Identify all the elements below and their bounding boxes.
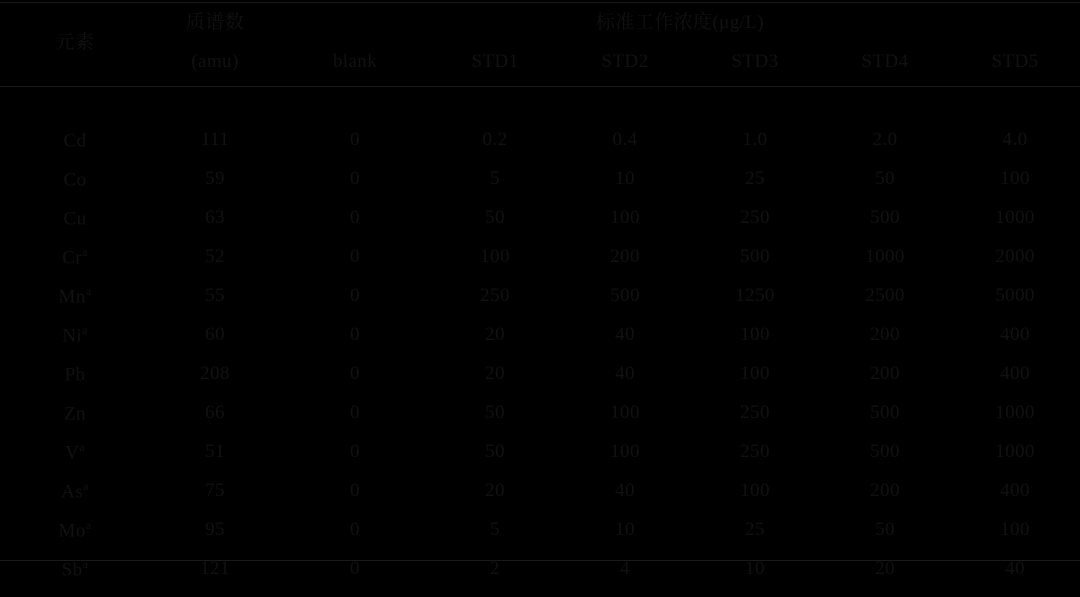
cell-std5: 1000 bbox=[995, 441, 1035, 463]
element-sup: a bbox=[85, 283, 92, 298]
element-symbol: Ni bbox=[62, 325, 83, 347]
header-gap-row bbox=[0, 82, 1080, 121]
cell-std2: 40 bbox=[615, 480, 635, 502]
cell-blank: 0 bbox=[350, 441, 360, 463]
cell-std2: 4 bbox=[620, 558, 630, 580]
element-symbol: As bbox=[61, 481, 84, 503]
cell-blank: 0 bbox=[350, 168, 360, 190]
cell-std5: 40 bbox=[1005, 558, 1025, 580]
cell-std2: 100 bbox=[610, 207, 640, 229]
cell-mass: 121 bbox=[200, 558, 230, 580]
cell-blank: 0 bbox=[350, 207, 360, 229]
cell-std1: 0.2 bbox=[482, 129, 508, 151]
header-blank: blank bbox=[332, 51, 378, 73]
cell-std4: 500 bbox=[870, 441, 900, 463]
cell-mass: 55 bbox=[205, 285, 225, 307]
element-symbol: Cd bbox=[63, 130, 87, 152]
element-sup: a bbox=[83, 478, 89, 493]
element-symbol: Mo bbox=[58, 520, 86, 542]
cell-std1: 20 bbox=[485, 480, 505, 502]
element-sup: a bbox=[82, 244, 88, 259]
cell-mass: 63 bbox=[205, 207, 225, 229]
cell-std2: 0.4 bbox=[612, 129, 638, 151]
element-sup: a bbox=[82, 322, 88, 337]
cell-element bbox=[0, 394, 150, 433]
cell-std4: 1000 bbox=[865, 246, 905, 268]
cell-element bbox=[0, 199, 150, 238]
cell-mass: 95 bbox=[205, 519, 225, 541]
cell-std4: 500 bbox=[870, 207, 900, 229]
cell-mass: 59 bbox=[205, 168, 225, 190]
header-std3: STD3 bbox=[731, 51, 779, 73]
header-element: 元素 bbox=[55, 31, 95, 53]
cell-std4: 50 bbox=[875, 519, 895, 541]
cell-std4: 2500 bbox=[865, 285, 905, 307]
cell-std4: 50 bbox=[875, 168, 895, 190]
table-row bbox=[0, 550, 1080, 589]
cell-std2: 500 bbox=[610, 285, 640, 307]
table-sub-header-row bbox=[0, 43, 1080, 82]
cell-element bbox=[0, 550, 150, 589]
cell-blank: 0 bbox=[350, 324, 360, 346]
cell-mass: 111 bbox=[200, 129, 230, 151]
cell-std3: 10 bbox=[745, 558, 765, 580]
cell-std4: 200 bbox=[870, 480, 900, 502]
cell-std3: 1250 bbox=[735, 285, 775, 307]
cell-blank: 0 bbox=[350, 519, 360, 541]
cell-std1: 100 bbox=[480, 246, 510, 268]
cell-std1: 50 bbox=[485, 402, 505, 424]
element-symbol: Co bbox=[63, 169, 87, 191]
cell-element bbox=[0, 121, 150, 160]
cell-std2: 100 bbox=[610, 402, 640, 424]
header-mass-unit: (amu) bbox=[191, 51, 239, 73]
element-symbol: Mn bbox=[58, 286, 86, 308]
element-symbol: V bbox=[65, 442, 80, 464]
cell-std3: 25 bbox=[745, 519, 765, 541]
table-body bbox=[0, 82, 1080, 589]
cell-element bbox=[0, 277, 150, 316]
table-top-rule bbox=[0, 2, 1080, 3]
cell-mass: 66 bbox=[205, 402, 225, 424]
cell-mass: 51 bbox=[205, 441, 225, 463]
element-sup: a bbox=[79, 439, 85, 454]
cell-element bbox=[0, 238, 150, 277]
cell-std1: 50 bbox=[485, 441, 505, 463]
cell-mass: 75 bbox=[205, 480, 225, 502]
element-symbol: Cr bbox=[62, 247, 83, 269]
cell-std4: 200 bbox=[870, 363, 900, 385]
cell-std4: 500 bbox=[870, 402, 900, 424]
element-symbol: Cu bbox=[63, 208, 87, 230]
cell-std2: 40 bbox=[615, 324, 635, 346]
cell-std5: 1000 bbox=[995, 402, 1035, 424]
cell-std5: 100 bbox=[1000, 519, 1030, 541]
table-row bbox=[0, 199, 1080, 238]
cell-std1: 20 bbox=[485, 324, 505, 346]
table-row bbox=[0, 277, 1080, 316]
header-std4: STD4 bbox=[861, 51, 909, 73]
cell-element bbox=[0, 316, 150, 355]
table-row bbox=[0, 511, 1080, 550]
cell-blank: 0 bbox=[350, 558, 360, 580]
cell-blank: 0 bbox=[350, 285, 360, 307]
cell-std5: 1000 bbox=[995, 207, 1035, 229]
cell-std4: 200 bbox=[870, 324, 900, 346]
table-row bbox=[0, 433, 1080, 472]
header-std2: STD2 bbox=[601, 51, 649, 73]
cell-std2: 10 bbox=[615, 519, 635, 541]
cell-std3: 500 bbox=[740, 246, 770, 268]
cell-std2: 100 bbox=[610, 441, 640, 463]
element-symbol: Pb bbox=[64, 364, 86, 386]
standard-concentration-table bbox=[0, 4, 1080, 589]
cell-std1: 5 bbox=[490, 519, 500, 541]
cell-std4: 20 bbox=[875, 558, 895, 580]
cell-mass: 52 bbox=[205, 246, 225, 268]
cell-blank: 0 bbox=[350, 480, 360, 502]
cell-std1: 5 bbox=[490, 168, 500, 190]
cell-std5: 400 bbox=[1000, 363, 1030, 385]
header-mass-label: 质谱数 bbox=[185, 12, 245, 34]
table-row bbox=[0, 160, 1080, 199]
cell-std5: 400 bbox=[1000, 324, 1030, 346]
cell-std3: 250 bbox=[740, 207, 770, 229]
cell-std2: 200 bbox=[610, 246, 640, 268]
cell-std3: 100 bbox=[740, 480, 770, 502]
cell-std1: 20 bbox=[485, 363, 505, 385]
cell-std5: 5000 bbox=[995, 285, 1035, 307]
table-group-header-row bbox=[0, 4, 1080, 43]
header-group-title: 标准工作浓度(μg/L) bbox=[596, 12, 765, 34]
element-symbol: Zn bbox=[64, 403, 86, 425]
cell-std1: 50 bbox=[485, 207, 505, 229]
cell-mass: 60 bbox=[205, 324, 225, 346]
cell-element bbox=[0, 511, 150, 550]
cell-blank: 0 bbox=[350, 363, 360, 385]
cell-std5: 2000 bbox=[995, 246, 1035, 268]
table-row bbox=[0, 316, 1080, 355]
cell-blank: 0 bbox=[350, 129, 360, 151]
table-row bbox=[0, 472, 1080, 511]
cell-element bbox=[0, 355, 150, 394]
cell-std3: 250 bbox=[740, 441, 770, 463]
cell-element bbox=[0, 160, 150, 199]
cell-element bbox=[0, 433, 150, 472]
cell-std3: 250 bbox=[740, 402, 770, 424]
element-sup: a bbox=[82, 556, 89, 571]
table-row bbox=[0, 394, 1080, 433]
cell-std5: 400 bbox=[1000, 480, 1030, 502]
table-row bbox=[0, 121, 1080, 160]
element-symbol: Sb bbox=[61, 559, 83, 581]
element-sup: a bbox=[85, 517, 92, 532]
table-row bbox=[0, 238, 1080, 277]
cell-mass: 208 bbox=[200, 363, 230, 385]
cell-std2: 10 bbox=[615, 168, 635, 190]
table-row bbox=[0, 355, 1080, 394]
cell-std3: 25 bbox=[745, 168, 765, 190]
cell-std4: 2.0 bbox=[872, 129, 898, 151]
cell-std3: 1.0 bbox=[742, 129, 768, 151]
cell-std1: 250 bbox=[480, 285, 510, 307]
header-std1: STD1 bbox=[471, 51, 519, 73]
cell-std3: 100 bbox=[740, 363, 770, 385]
cell-std5: 100 bbox=[1000, 168, 1030, 190]
cell-std3: 100 bbox=[740, 324, 770, 346]
cell-std1: 2 bbox=[490, 558, 500, 580]
cell-std5: 4.0 bbox=[1002, 129, 1028, 151]
cell-std2: 40 bbox=[615, 363, 635, 385]
cell-element bbox=[0, 472, 150, 511]
cell-blank: 0 bbox=[350, 402, 360, 424]
cell-blank: 0 bbox=[350, 246, 360, 268]
header-std5: STD5 bbox=[991, 51, 1039, 73]
